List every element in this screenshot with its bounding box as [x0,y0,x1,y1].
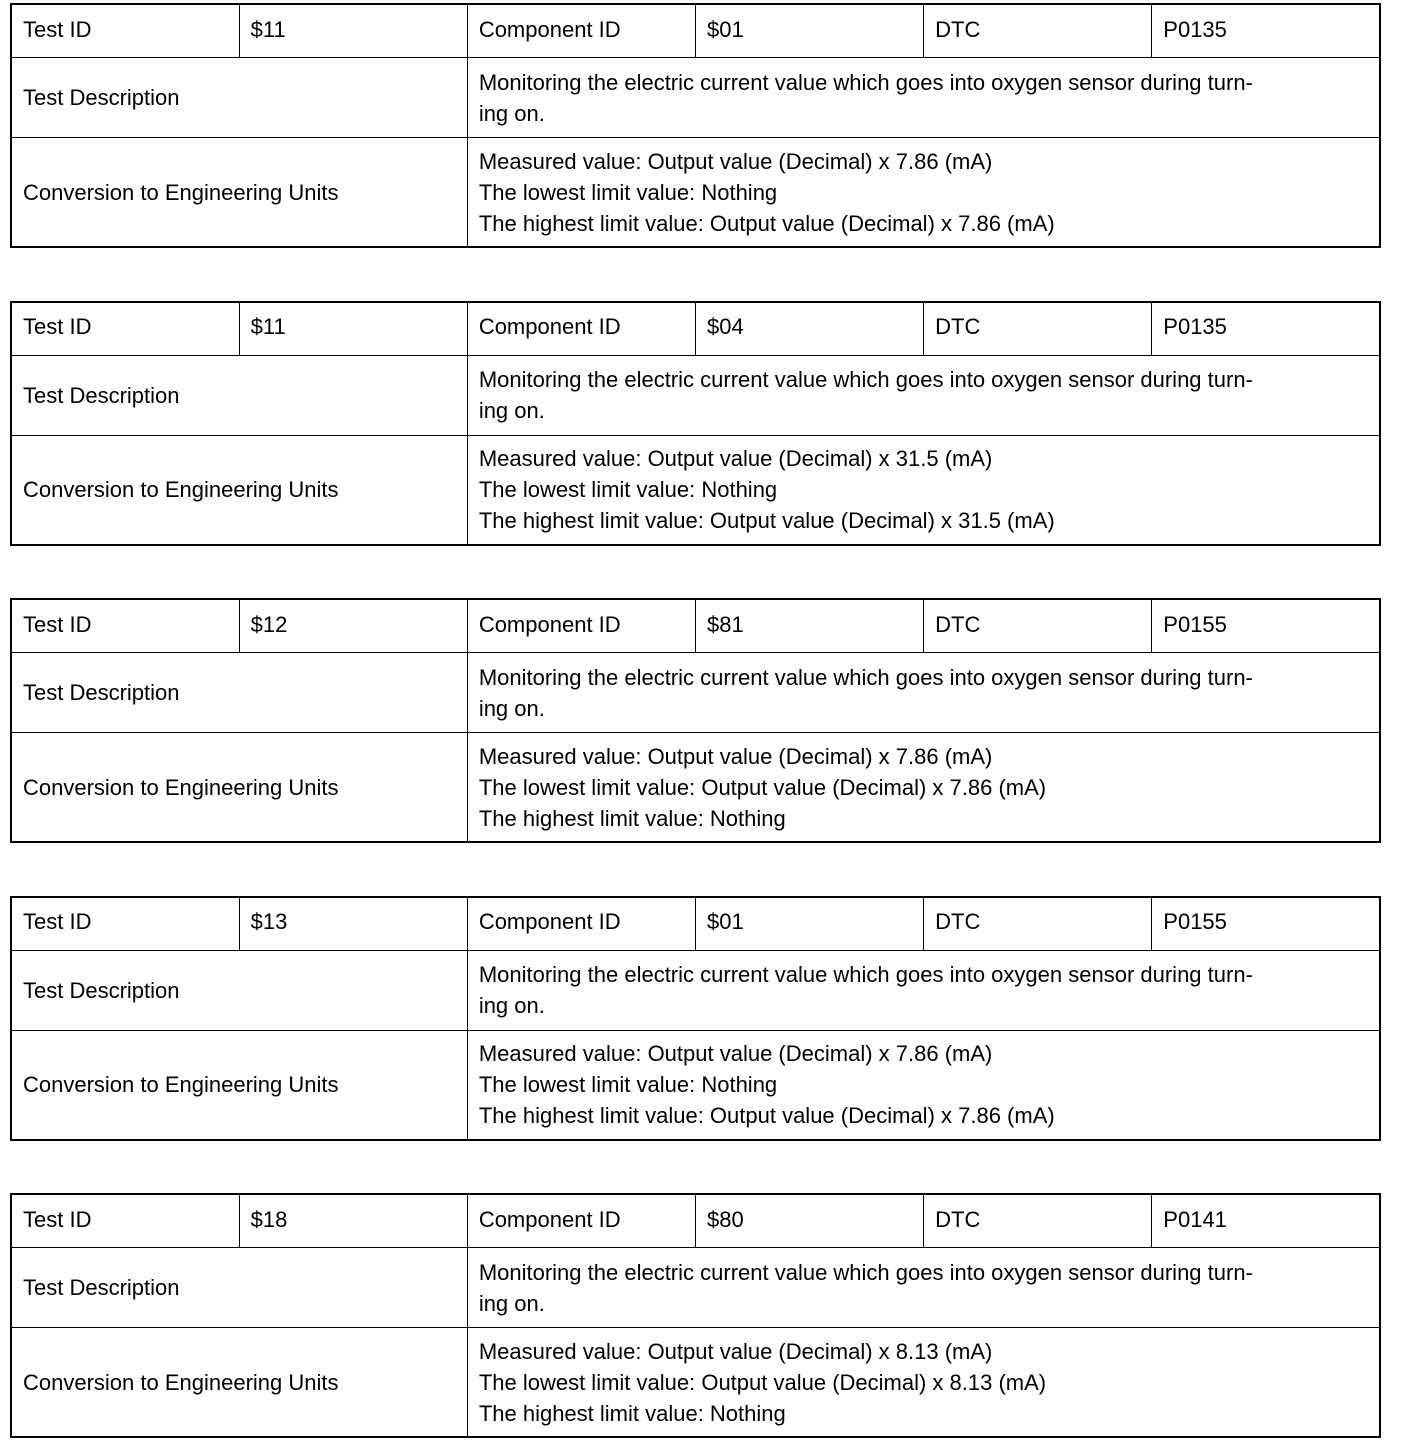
component-id-value: $01 [695,897,923,951]
test-description-label: Test Description [11,1248,467,1328]
conversion-value [467,733,1380,843]
conversion-line: The highest limit value: Output value (Decimal) x 7.86 (mA) [478,210,1055,236]
dtc-label: DTC [924,1194,1152,1248]
component-id-value: $81 [695,599,923,653]
test-description-value [467,653,1380,733]
conversion-line: Measured value: Output value (Decimal) x 31.5 (mA) [478,446,993,471]
conversion-line: The lowest limit value: Nothing [478,1072,778,1097]
conversion-line: The lowest limit value: Output value (Decimal) x 7.86 (mA) [478,774,1047,800]
test-description-value [467,355,1380,435]
test-id-value: $13 [239,897,467,951]
component-id-value: $04 [695,302,923,356]
component-id-value: $01 [695,4,923,58]
conversion-line: The highest limit value: Output value (Decimal) x 31.5 (mA) [478,508,1055,533]
test-id-label: Test ID [11,599,239,653]
test-description-value [467,58,1380,138]
dtc-value: P0155 [1152,599,1380,653]
conversion-value [467,435,1380,545]
conversion-line: Measured value: Output value (Decimal) x 7.86 (mA) [478,1041,993,1066]
conversion-value [467,138,1380,248]
conversion-label: Conversion to Engineering Units [11,435,467,545]
description-line: ing on. [478,100,545,126]
test-description-value [467,950,1380,1030]
dtc-value: P0135 [1152,302,1380,356]
test-id-label: Test ID [11,4,239,58]
description-line: ing on. [478,695,545,721]
test-id-value: $11 [239,302,467,356]
dtc-label: DTC [924,897,1152,951]
component-id-value: $80 [695,1194,923,1248]
conversion-label: Conversion to Engineering Units [11,733,467,843]
description-line: Monitoring the electric current value which goes into oxygen sensor during turn- [478,367,1253,392]
monitor-test-table [10,301,1381,546]
test-description-label: Test Description [11,653,467,733]
test-id-label: Test ID [11,1194,239,1248]
dtc-label: DTC [924,302,1152,356]
test-id-value: $12 [239,599,467,653]
component-id-label: Component ID [467,897,695,951]
conversion-line: The lowest limit value: Output value (Decimal) x 8.13 (mA) [478,1369,1047,1395]
test-id-label: Test ID [11,302,239,356]
dtc-value: P0135 [1152,4,1380,58]
monitor-test-table [10,598,1381,843]
description-line: ing on. [478,398,545,423]
description-line: ing on. [478,993,545,1018]
test-description-value [467,1248,1380,1328]
monitor-test-table [10,1193,1381,1438]
conversion-line: Measured value: Output value (Decimal) x 7.86 (mA) [478,743,993,769]
monitor-test-table [10,3,1381,248]
component-id-label: Component ID [467,1194,695,1248]
description-line: Monitoring the electric current value which goes into oxygen sensor during turn- [478,962,1253,987]
conversion-value [467,1030,1380,1140]
conversion-label: Conversion to Engineering Units [11,1030,467,1140]
test-description-label: Test Description [11,58,467,138]
component-id-label: Component ID [467,302,695,356]
description-line: ing on. [478,1290,545,1316]
test-id-label: Test ID [11,897,239,951]
conversion-line: Measured value: Output value (Decimal) x 7.86 (mA) [478,148,993,174]
test-description-label: Test Description [11,950,467,1030]
conversion-label: Conversion to Engineering Units [11,138,467,248]
test-id-value: $18 [239,1194,467,1248]
dtc-label: DTC [924,4,1152,58]
test-id-value: $11 [239,4,467,58]
conversion-line: The lowest limit value: Nothing [478,179,778,205]
conversion-value [467,1328,1380,1438]
description-line: Monitoring the electric current value which goes into oxygen sensor during turn- [478,664,1253,690]
conversion-line: The highest limit value: Output value (Decimal) x 7.86 (mA) [478,1103,1055,1128]
conversion-line: The lowest limit value: Nothing [478,477,778,502]
description-line: Monitoring the electric current value which goes into oxygen sensor during turn- [478,69,1253,95]
dtc-label: DTC [924,599,1152,653]
monitor-test-table [10,896,1381,1141]
dtc-value: P0141 [1152,1194,1380,1248]
conversion-label: Conversion to Engineering Units [11,1328,467,1438]
dtc-value: P0155 [1152,897,1380,951]
component-id-label: Component ID [467,599,695,653]
component-id-label: Component ID [467,4,695,58]
test-description-label: Test Description [11,355,467,435]
conversion-line: The highest limit value: Nothing [478,805,786,831]
conversion-line: Measured value: Output value (Decimal) x 8.13 (mA) [478,1338,993,1364]
conversion-line: The highest limit value: Nothing [478,1400,786,1426]
description-line: Monitoring the electric current value which goes into oxygen sensor during turn- [478,1259,1253,1285]
